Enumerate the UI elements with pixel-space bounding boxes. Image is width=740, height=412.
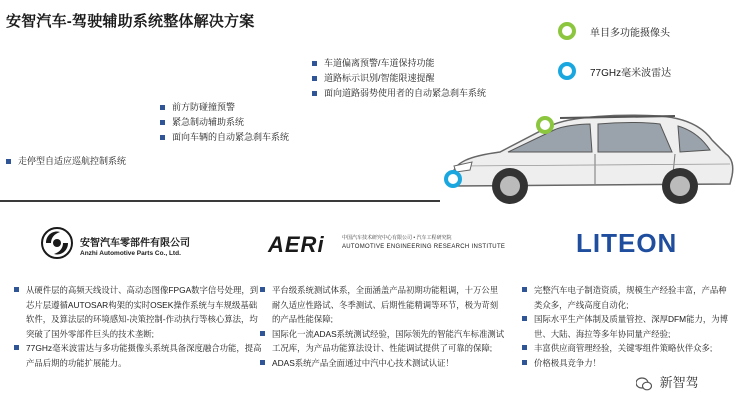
list-item: ADAS系统产品全面通过中汽中心技术测试认证！ (260, 356, 506, 371)
legend-radar-label: 77GHz毫米波雷达 (590, 68, 672, 79)
list-item: 从硬件层的高频天线设计、高动态图像FPGA数字信号处理，到芯片层遵循AUTOSAR构架的实时OSEK操作系统与车规级基础软件，及算法层的环境感知-决策控制-作动执行等核心算法，均突破了国外零部件巨头的技术垄断; (14, 283, 262, 341)
aeri-name-en: AUTOMOTIVE ENGINEERING RESEARCH INSTITUTE (342, 244, 506, 250)
liteon-points (522, 283, 732, 370)
anzhi-points (14, 283, 262, 370)
feature-item: 面向道路弱势使用者的自动紧急刹车系统 (312, 86, 486, 101)
legend-camera-label: 单目多功能摄像头 (590, 28, 670, 39)
feature-list-top (312, 56, 486, 101)
liteon-logo-text: LITEON (576, 228, 678, 258)
aeri-logo-text: AERi (268, 232, 325, 257)
feature-list-low (6, 154, 126, 169)
anzhi-name-en: Anzhi Automotive Parts Co., Ltd. (80, 250, 181, 257)
list-item: 国际化一流ADAS系统测试经验，国际领先的智能汽车标准测试工况库，为产品功能算法设计、性能调试提供了可靠的保障; (260, 327, 506, 356)
feature-list-middle (160, 100, 289, 145)
list-item: 平台级系统测试体系，全面涵盖产品初期功能粗调，十万公里耐久适应性路试、冬季测试、后期性能精调等环节，极为苛刻的产品性能保障; (260, 283, 506, 327)
radar-position-icon (444, 170, 462, 188)
list-item: 价格极具竞争力！ (522, 356, 732, 371)
watermark-text: 新智驾 (659, 375, 699, 390)
car-icon (440, 100, 740, 210)
aeri-name-cn: 中国汽车技术研究中心有限公司 • 汽车工程研究院 (342, 235, 452, 241)
feature-item: 前方防碰撞预警 (160, 100, 289, 115)
list-item: 国际水平生产体制及质量管控、深厚DFM能力，为博世、大陆、海拉等多年协同量产经验; (522, 312, 732, 341)
feature-item: 紧急制动辅助系统 (160, 115, 289, 130)
camera-position-icon (536, 116, 554, 134)
ground-line (0, 200, 440, 202)
aeri-points (260, 283, 506, 370)
feature-item: 面向车辆的自动紧急刹车系统 (160, 130, 289, 145)
swirl-logo-icon (40, 226, 74, 260)
list-item: 77GHz毫米波雷达与多功能摄像头系统具备深度融合功能，提高产品后期的功能扩展能力。 (14, 341, 262, 370)
watermark (636, 372, 699, 391)
camera-marker-icon (558, 22, 576, 40)
list-item: 完整汽车电子制造资质，规模生产经验丰富，产品种类众多，产线高度自动化; (522, 283, 732, 312)
feature-item: 车道偏离预警/车道保持功能 (312, 56, 486, 71)
feature-item: 走停型自适应巡航控制系统 (6, 154, 126, 169)
feature-item: 道路标示识别/智能限速提醒 (312, 71, 486, 86)
wechat-icon (636, 377, 652, 391)
car-illustration (440, 100, 740, 210)
radar-marker-icon (558, 62, 576, 80)
page-title: 安智汽车-驾驶辅助系统整体解决方案 (6, 13, 255, 30)
list-item: 丰富供应商管理经验，关键零组件策略伙伴众多; (522, 341, 732, 356)
anzhi-name-cn: 安智汽车零部件有限公司 (80, 238, 190, 249)
